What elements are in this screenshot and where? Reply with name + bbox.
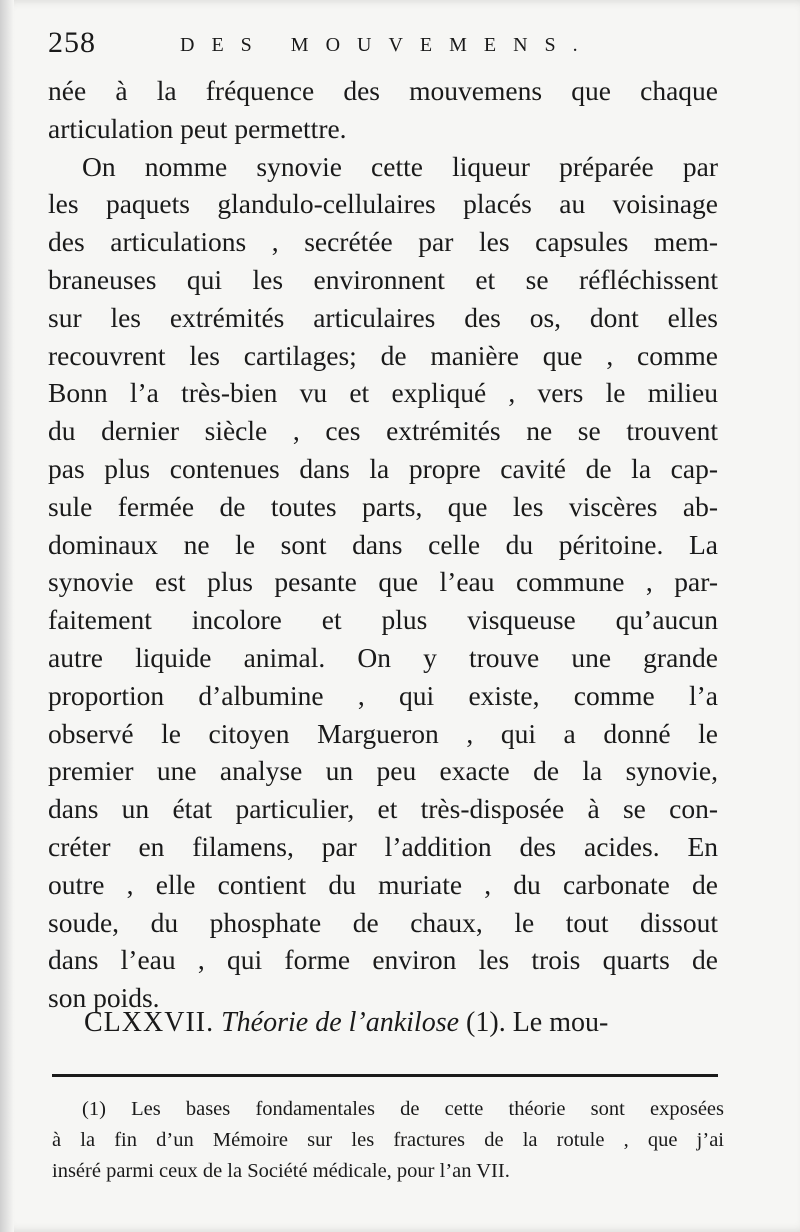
section-heading — [84, 1007, 718, 1039]
text-line: dans un état particulier, et très-disposée à se con- — [48, 793, 718, 825]
section-continuation: Le mou- — [512, 1007, 609, 1038]
text-line: proportion d’albumine , qui existe, comme l’a — [48, 679, 718, 711]
text-line: synovie est plus pesante que l’eau commune , par- — [48, 566, 718, 598]
footnote-line: (1) Les bases fondamentales de cette théorie sont exposées — [82, 1098, 724, 1120]
text-line: faitement incolore et plus visqueuse qu’aucun — [48, 604, 718, 636]
text-line: recouvrent les cartilages; de manière que , comme — [48, 339, 718, 371]
body-text — [48, 72, 718, 1017]
page-number: 258 — [48, 26, 96, 59]
text-line: sur les extrémités articulaires des os, dont elles — [48, 301, 718, 333]
text-line: observé le citoyen Margueron , qui a donné le — [48, 717, 718, 749]
footnote — [52, 1094, 724, 1187]
text-line: autre liquide animal. On y trouve une grande — [48, 641, 718, 673]
footnote-divider — [52, 1074, 718, 1077]
text-line: du dernier siècle , ces extrémités ne se trouvent — [48, 415, 718, 447]
text-line: des articulations , secrétée par les capsules mem- — [48, 226, 718, 258]
paragraph-start-line: On nomme synovie cette liqueur préparée par — [82, 150, 718, 182]
text-line: son poids. — [48, 982, 160, 1014]
footnote-reference: (1). — [466, 1007, 506, 1038]
footnote-line: à la fin d’un Mémoire sur les fractures de la rotule , que j’ai — [52, 1129, 724, 1151]
section-title: Théorie de l’ankilose — [221, 1007, 460, 1038]
page-gutter-shadow — [0, 0, 14, 1232]
text-line: premier une analyse un peu exacte de la synovie, — [48, 755, 718, 787]
text-line: braneuses qui les environnent et se réfléchissent — [48, 263, 718, 295]
text-line: Bonn l’a très-bien vu et expliqué , vers le milieu — [48, 377, 718, 409]
text-line: articulation peut permettre. — [48, 112, 347, 144]
text-line: outre , elle contient du muriate , du carbonate de — [48, 868, 718, 900]
text-line: sule fermée de toutes parts, que les viscères ab- — [48, 490, 718, 522]
section-numeral: CLXXVII. — [84, 1007, 215, 1038]
running-head — [48, 26, 748, 66]
text-line: dominaux ne le sont dans celle du péritoine. La — [48, 528, 718, 560]
running-title: DES MOUVEMENS. — [180, 34, 595, 56]
text-line: pas plus contenues dans la propre cavité de la cap- — [48, 452, 718, 484]
text-line: les paquets glandulo-cellulaires placés au voisinage — [48, 188, 718, 220]
text-line: dans l’eau , qui forme environ les trois quarts de — [48, 944, 718, 976]
text-line: soude, du phosphate de chaux, le tout dissout — [48, 906, 718, 938]
text-line: née à la fréquence des mouvemens que chaque — [48, 75, 718, 106]
footnote-line: inséré parmi ceux de la Société médicale, pour l’an VII. — [52, 1160, 510, 1182]
text-line: créter en filamens, par l’addition des acides. En — [48, 830, 718, 862]
